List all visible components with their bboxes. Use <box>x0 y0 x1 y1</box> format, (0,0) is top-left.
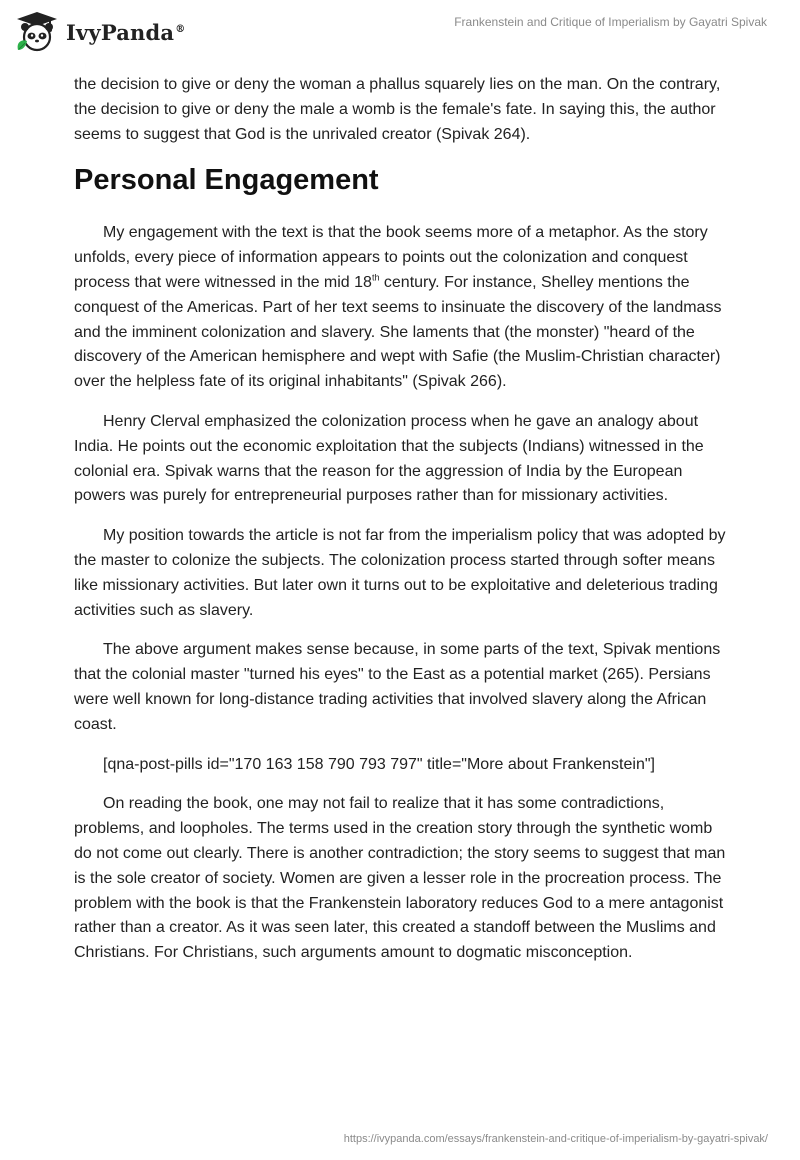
page-header <box>0 0 800 70</box>
document-title: Frankenstein and Critique of Imperialism by Gayatri Spivak <box>454 15 767 29</box>
paragraph-4: The above argument makes sense because, in some parts of the text, Spivak mentions that the colonial master "turned his eyes" to the East as a potential market (265). Persians were well known for long-distance trading activities that involved slavery along the African coast. <box>74 641 721 733</box>
shortcode-text: [qna-post-pills id="170 163 158 790 793 797" title="More about Frankenstein"] <box>103 755 655 773</box>
intro-paragraph: the decision to give or deny the woman a phallus squarely lies on the man. On the contrary, the decision to give or deny the male a womb is the female's fate. In saying this, the author seems to suggest that God is the unrivaled creator (Spivak 264). <box>74 76 721 143</box>
paragraph-5: On reading the book, one may not fail to realize that it has some contradictions, problems, and loopholes. The terms used in the creation story through the synthetic womb do not come out clearly. There is another contradiction; the story seems to suggest that man is the sole creator of society. Women are given a lesser role in the procreation process. The problem with the book is that the Frankenstein laboratory reduces God to a mere antagonist rather than a creator. As it was seen later, this created a standoff between the Muslims and Christians. For Christians, such arguments amount to dogmatic misconception. <box>74 795 726 962</box>
article-body <box>74 73 734 981</box>
panda-mascot-icon <box>14 10 60 54</box>
brand-name: IvyPanda® <box>66 19 186 45</box>
footer-url[interactable]: https://ivypanda.com/essays/frankenstein-and-critique-of-imperialism-by-gayatri-spivak/ <box>343 1133 768 1145</box>
paragraph-1: My engagement with the text is that the book seems more of a metaphor. As the story unfolds, every piece of information appears to points out the colonization and conquest process that were witnessed in the mid 18th century. For instance, Shelley mentions the conquest of the Americas. Part of her text seems to insinuate the discovery of the landmass and the imminent colonization and slavery. She laments that (the monster) "heard of the discovery of the American hemisphere and wept with Safie (the Muslim-Christian character) over the helpless fate of its original inhabitants" (Spivak 266). <box>74 224 722 391</box>
paragraph-2: Henry Clerval emphasized the colonization process when he gave an analogy about India. He points out the economic exploitation that the subjects (Indians) witnessed in the colonial era. Spivak warns that the reason for the aggression of India by the European powers was purely for entrepreneurial purposes rather than for missionary activities. <box>74 412 704 505</box>
ivypanda-logo[interactable] <box>14 10 185 54</box>
paragraph-3: My position towards the article is not far from the imperialism policy that was adopted by the master to colonize the subjects. The colonization process started through softer means like missionary activities. But later own it turns out to be exploitative and deleterious trading activities such as slavery. <box>74 527 726 619</box>
section-heading: Personal Engagement <box>74 164 379 197</box>
